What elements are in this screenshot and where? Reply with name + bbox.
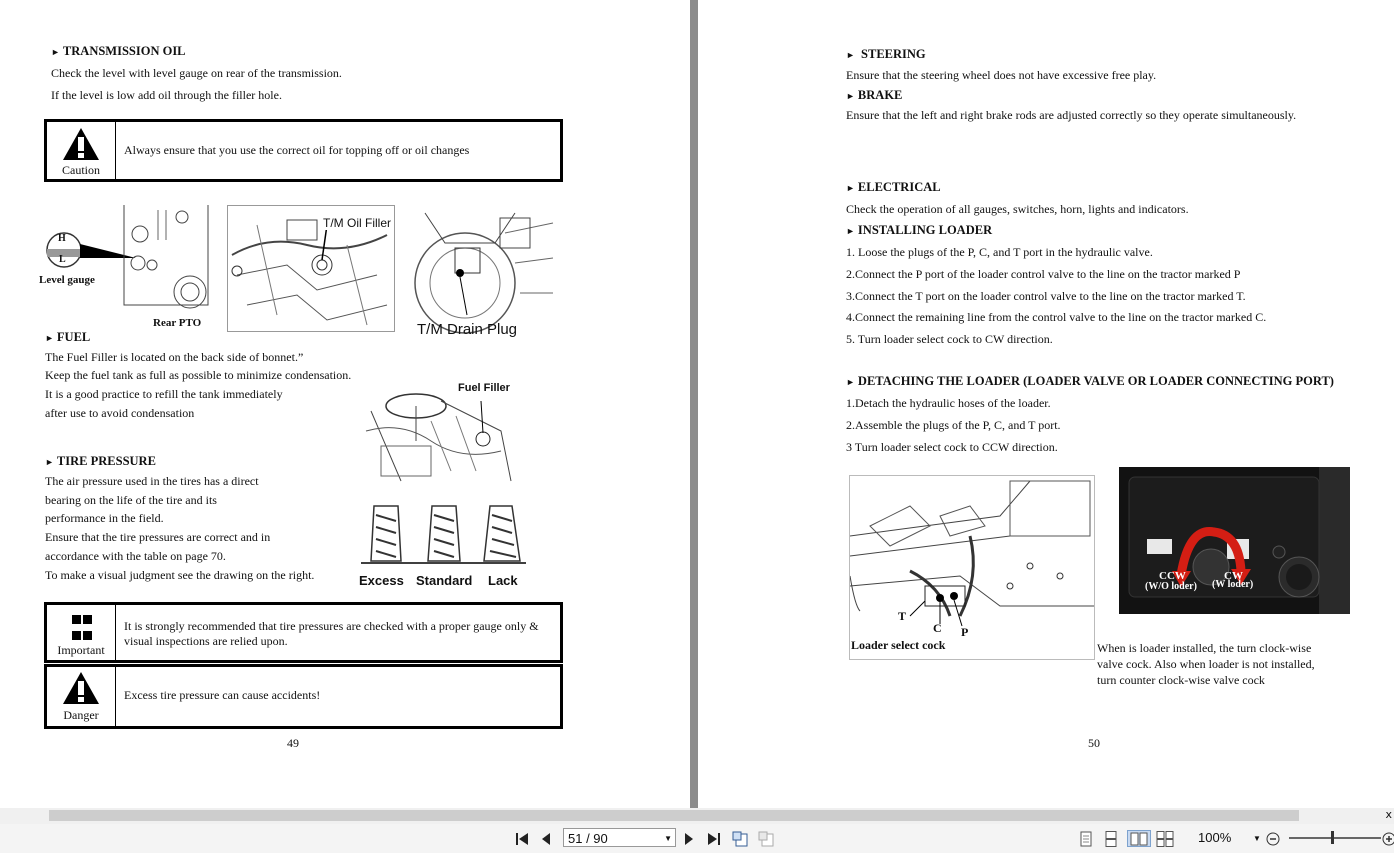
port-t-label: T: [898, 609, 907, 623]
caption-line: valve cock. Also when loader is not installed,: [1097, 657, 1315, 671]
danger-text: Excess tire pressure can cause accidents!: [124, 688, 321, 702]
continuous-view-button[interactable]: [1103, 830, 1119, 847]
zoom-out-icon: [1266, 832, 1280, 846]
cw-label: CW: [1224, 570, 1243, 582]
oil-filler-label: T/M Oil Filler: [323, 216, 391, 230]
tire-excess-label: Excess: [359, 573, 404, 588]
page-50: [698, 0, 1394, 808]
go-forward-view-button[interactable]: [758, 830, 776, 847]
single-page-view-button[interactable]: [1078, 830, 1094, 847]
text-line: It is a good practice to refill the tank immediately: [45, 387, 283, 401]
zoom-level[interactable]: 100%: [1198, 830, 1232, 845]
cw-sub-label: (W loder): [1212, 579, 1254, 590]
text-line: Ensure that the steering wheel does not have excessive free play.: [846, 68, 1157, 82]
danger-box: [44, 664, 563, 729]
continuous-facing-icon: [1156, 831, 1174, 847]
text-line: after use to avoid condensation: [45, 406, 195, 420]
heading-tire-pressure: ► TIRE PRESSURE: [45, 454, 156, 468]
heading-brake: ► BRAKE: [846, 88, 903, 102]
text-line: To make a visual judgment see the drawing on the right.: [45, 568, 315, 582]
tire-profiles-drawing: [356, 503, 528, 569]
text-line: accordance with the table on page 70.: [45, 549, 226, 563]
level-gauge-drawing: [38, 200, 218, 332]
important-icon: [72, 615, 81, 624]
port-p-label: P: [961, 625, 969, 639]
zoom-slider[interactable]: [1289, 837, 1381, 839]
caution-label: Caution: [62, 163, 100, 177]
text-line: 4.Connect the remaining line from the control valve to the line on the tractor marked C.: [846, 310, 1267, 324]
single-page-icon: [1079, 831, 1093, 847]
page-number: 49: [287, 736, 299, 750]
go-back-view-button[interactable]: [732, 830, 750, 847]
text-line: 1.Detach the hydraulic hoses of the loader.: [846, 396, 1051, 410]
text-line: If the level is low add oil through the filler hole.: [51, 88, 282, 102]
continuous-facing-view-button[interactable]: [1156, 830, 1174, 847]
important-text: It is strongly recommended that tire pressures are checked with a proper gauge only & visual inspections are relied upon.: [124, 619, 539, 648]
important-label: Important: [57, 643, 105, 657]
text-line: 3 Turn loader select cock to CCW direction.: [846, 440, 1058, 454]
caption-line: turn counter clock-wise valve cock: [1097, 673, 1265, 687]
text-line: 2.Assemble the plugs of the P, C, and T port.: [846, 418, 1061, 432]
heading-transmission-oil: ► TRANSMISSION OIL: [51, 44, 186, 58]
heading-fuel: ► FUEL: [45, 330, 91, 344]
facing-pages-icon: [1130, 832, 1148, 846]
caption-line: When is loader installed, the turn clock-wise: [1097, 641, 1312, 655]
scrollbar-thumb[interactable]: [49, 810, 1299, 821]
dropdown-arrow-icon[interactable]: ▼: [664, 834, 672, 843]
caution-box: [44, 119, 563, 182]
text-line: performance in the field.: [45, 511, 164, 525]
heading-electrical: ► ELECTRICAL: [846, 180, 941, 194]
zoom-in-icon: [1382, 832, 1394, 846]
level-gauge-figure: [38, 200, 218, 332]
loader-select-cock-label: Loader select cock: [851, 638, 946, 652]
rear-pto-label: Rear PTO: [153, 317, 202, 329]
next-page-icon: [684, 832, 694, 846]
text-line: bearing on the life of the tire and its: [45, 493, 217, 507]
caution-text: Always ensure that you use the correct oil for topping off or oil changes: [124, 143, 470, 157]
heading-detaching-loader: ► DETACHING THE LOADER (LOADER VALVE OR LOADER CONNECTING PORT): [846, 374, 1334, 388]
drain-plug-label: T/M Drain Plug: [417, 321, 518, 338]
zoom-dropdown-icon[interactable]: ▼: [1253, 834, 1261, 843]
text-line: 5. Turn loader select cock to CW direction.: [846, 332, 1053, 346]
level-gauge-label: Level gauge: [39, 274, 95, 286]
previous-page-icon: [541, 832, 551, 846]
heading-steering: ► STEERING: [846, 47, 926, 61]
go-forward-view-icon: [758, 831, 776, 847]
horizontal-scrollbar[interactable]: [0, 808, 1394, 824]
valve-cock-photo: [1119, 467, 1350, 614]
text-line: 1. Loose the plugs of the P, C, and T port in the hydraulic valve.: [846, 245, 1153, 259]
last-page-button[interactable]: [706, 830, 722, 847]
text-line: Ensure that the left and right brake rods are adjusted correctly so they operate simultaneously.: [846, 108, 1297, 122]
zoom-out-button[interactable]: [1266, 830, 1280, 847]
first-page-icon: [514, 832, 530, 846]
ccw-label: CCW: [1159, 570, 1186, 582]
loader-select-cock-figure: [849, 475, 1095, 660]
fuel-filler-label: Fuel Filler: [458, 382, 510, 394]
text-line: The air pressure used in the tires has a direct: [45, 474, 259, 488]
text-line: The Fuel Filler is located on the back side of bonnet.”: [45, 350, 304, 364]
important-box: [44, 602, 563, 663]
zoom-in-button[interactable]: [1382, 830, 1394, 847]
gauge-h-label: H: [58, 233, 66, 244]
text-line: Keep the fuel tank as full as possible to minimize condensation.: [45, 368, 352, 382]
continuous-page-icon: [1104, 831, 1118, 847]
page-number: 50: [1088, 736, 1100, 750]
close-icon[interactable]: x: [1385, 808, 1392, 821]
text-line: Check the operation of all gauges, switches, horn, lights and indicators.: [846, 202, 1189, 216]
page-number-input[interactable]: 51 / 90 ▼: [563, 828, 676, 847]
oil-filler-figure: [227, 205, 395, 332]
page-divider: [690, 0, 698, 808]
drain-plug-drawing: [405, 203, 555, 339]
ccw-sub-label: (W/O loder): [1145, 581, 1197, 592]
danger-icon-cell: [47, 667, 116, 726]
text-line: 2.Connect the P port of the loader control valve to the line on the tractor marked P: [846, 267, 1241, 281]
loader-select-cock-drawing: [850, 476, 1094, 659]
previous-page-button[interactable]: [540, 830, 552, 847]
danger-label: Danger: [63, 708, 99, 722]
text-line: 3.Connect the T port on the loader control valve to the line on the tractor marked T.: [846, 289, 1246, 303]
tire-pressure-figure: [356, 503, 528, 591]
port-c-label: C: [933, 621, 942, 635]
tire-lack-label: Lack: [488, 573, 518, 588]
zoom-slider-handle[interactable]: [1331, 831, 1334, 844]
heading-installing-loader: ► INSTALLING LOADER: [846, 223, 993, 237]
tire-standard-label: Standard: [416, 573, 473, 588]
go-back-view-icon: [732, 831, 750, 847]
text-line: Check the level with level gauge on rear of the transmission.: [51, 66, 342, 80]
important-icon-cell: [47, 605, 116, 660]
facing-view-button[interactable]: [1127, 830, 1151, 847]
text-line: Ensure that the tire pressures are correct and in: [45, 530, 271, 544]
page-49: [0, 0, 690, 808]
navigation-toolbar: [0, 824, 1394, 853]
caution-icon-cell: [47, 122, 116, 179]
next-page-button[interactable]: [683, 830, 695, 847]
gauge-l-label: L: [59, 254, 66, 265]
last-page-icon: [706, 832, 722, 846]
drain-plug-figure: [405, 203, 555, 339]
fuel-filler-figure: [361, 371, 527, 487]
first-page-button[interactable]: [514, 830, 530, 847]
